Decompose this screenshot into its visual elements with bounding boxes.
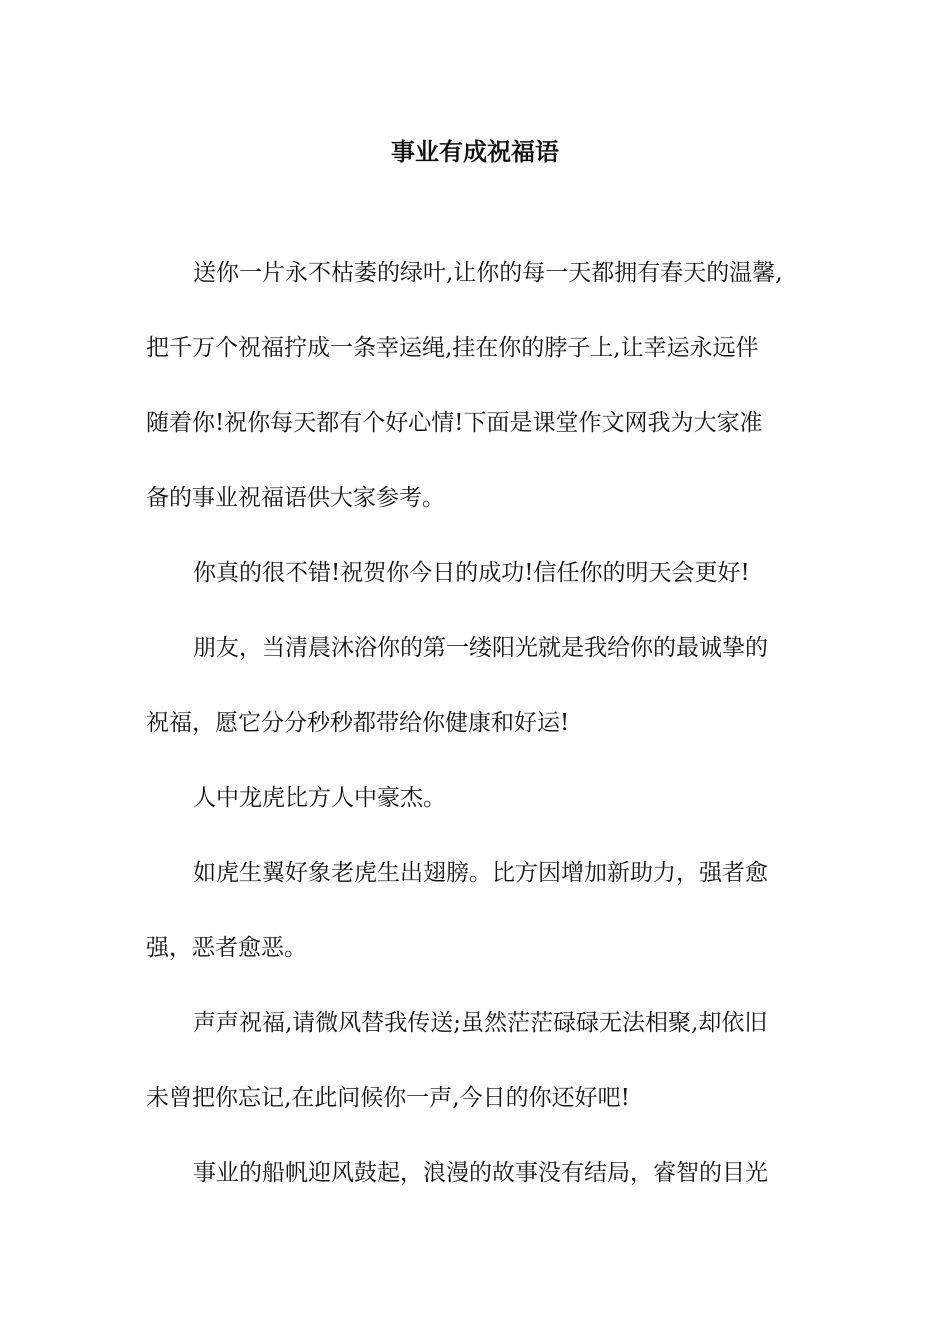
text-line: 备的事业祝福语供大家参考。 [146,485,445,511]
text-line: 如虎生翼好象老虎生出翅膀。比方因增加新助力，强者愈 [193,860,768,886]
text-line: 把千万个祝福拧成一条幸运绳,挂在你的脖子上,让幸运永远伴 [146,335,759,361]
text-line: 随着你!祝你每天都有个好心情!下面是课堂作文网我为大家准 [146,410,763,436]
text-line: 朋友，当清晨沐浴你的第一缕阳光就是我给你的最诚挚的 [193,635,768,661]
text-line: 事业的船帆迎风鼓起，浪漫的故事没有结局，睿智的目光 [193,1160,768,1186]
text-line: 未曾把你忘记,在此问候你一声,今日的你还好吧! [146,1085,630,1111]
text-line: 祝福，愿它分分秒秒都带给你健康和好运! [146,710,570,736]
text-line: 送你一片永不枯萎的绿叶,让你的每一天都拥有春天的温馨, [193,260,783,286]
document-body [146,236,806,1211]
text-line: 声声祝福,请微风替我传送;虽然茫茫碌碌无法相聚,却依旧 [193,1010,768,1036]
text-line: 强，恶者愈恶。 [146,935,307,961]
document-title: 事业有成祝福语 [391,137,559,166]
text-line: 你真的很不错!祝贺你今日的成功!信任你的明天会更好! [193,560,750,586]
text-line: 人中龙虎比方人中豪杰。 [193,785,446,811]
